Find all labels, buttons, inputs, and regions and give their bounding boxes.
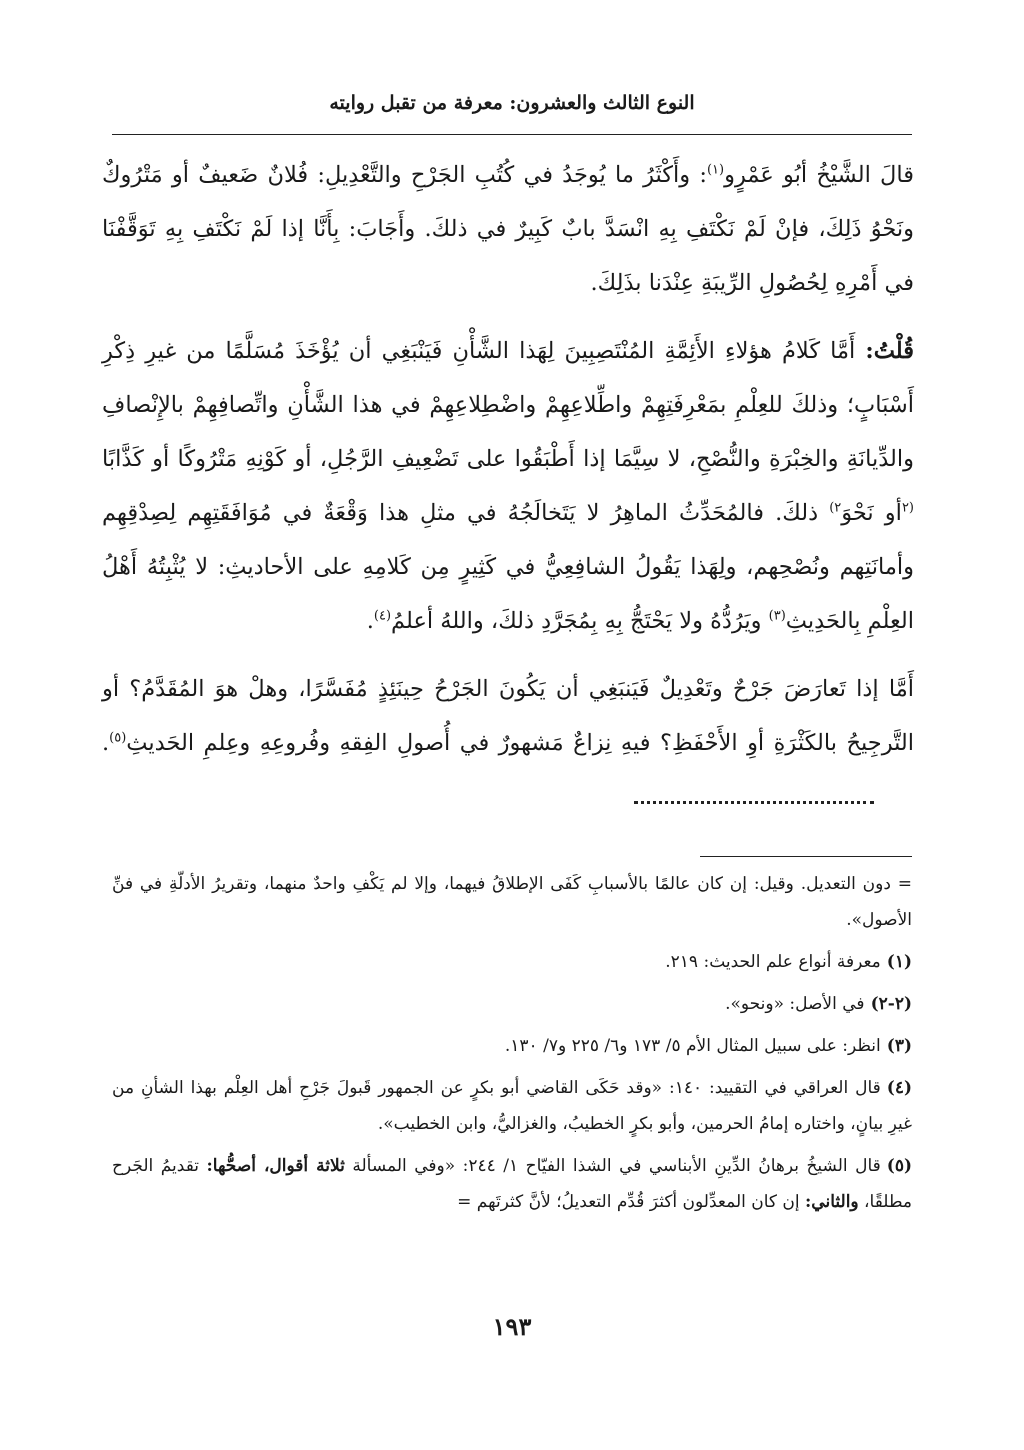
paragraph-1 [102,148,914,310]
paragraph-1-text-a: قالَ الشَّيْخُ أبُو عَمْرٍو [724,162,915,188]
footnote-5-text-c: إن كان المعدِّلون أكثرَ قُدِّم التعديلُ؛ لأنَّ كثرتَهم = [457,1192,806,1212]
footnote-4-number: (٤) [886,1078,912,1098]
paragraph-3-text-a: أَمَّا إذا تَعارَضَ جَرْحٌ وتَعْدِيلٌ فَيَنبَغِي أن يَكُونَ الجَرْحُ حِينَئِذٍ مُفَسَّرًا، وهلْ هوَ المُقَدَّمُ؟ أو التَّرجِيحُ بالكَثْرَةِ أوِ الأَحْفَظِ؟ فيهِ نِزاعٌ مَشهورٌ في أُصولِ الفِقهِ وفُروعِهِ وعِلمِ الحَديثِ [102,676,914,756]
footnote-1-number: (١) [886,952,912,972]
page-number: ١٩٣ [492,1312,532,1341]
footnote-5-bold-2: والثاني: [805,1192,859,1212]
paragraph-2-text-e: . [366,608,374,634]
footnote-5-number: (٥) [886,1156,912,1176]
footnote-5-text-b: تقديمُ الجَرح مطلقًا، [112,1156,912,1212]
footnote-2-number: (٢-٢) [870,994,912,1014]
footnote-5-text-a: قال الشيخُ برهانُ الدِّينِ الأبناسي في الشذا الفيّاح ١/ ٢٤٤: «وفي المسألة [344,1156,881,1176]
footnote-5 [112,1148,912,1220]
footnote-continuation: = دون التعديل. وقيل: إن كان عالمًا بالأسبابِ كَفَى الإطلاقُ فيهما، وإلا لم يَكْفِ واحدٌ منهما، وتقريرُ الأدلّةِ في فنِّ الأصول». [112,874,912,930]
running-header: النوع الثالث والعشرون: معرفة من تقبل روايته [329,92,695,114]
footnote-1 [112,944,912,980]
main-text [102,148,914,846]
paragraph-2-text-c: ذلكَ. فالمُحَدِّثُ الماهِرُ لا يَتَخالَجُهُ في مثلِ هذا وَقْعَةٌ في مُوَافَقَتِهِم لِصِدْقِهِم وأمانَتِهم ونُصْحِهم، ولِهَذا يَقُولُ الشافِعِيُّ في كَثِيرٍ مِن كَلامِهِ على الأحاديثِ: لا يُثْبِتُهُ أَهْلُ العِلْمِ بِالحَدِيثِ [102,500,914,634]
footnote-ref-4[interactable]: (٤) [373,608,392,624]
paragraph-2-text-d: ويَرُدُّهُ ولا يَحْتَجُّ بِهِ بِمُجَرَّدِ ذلكَ، واللهُ أعلمُ [391,608,769,634]
paragraph-3 [102,662,914,824]
footnote-2 [112,986,912,1022]
footnote-3-text: انظر: على سبيل المثال الأم ٥/ ١٧٣ و٦/ ٢٢٥ و٧/ ١٣٠. [504,1036,881,1056]
footnote-ref-2-start[interactable]: (٢ [901,500,914,516]
footnote-ref-1[interactable]: (١) [706,162,725,178]
paragraph-2-text-b: أو نَحْوَ [841,500,902,526]
footnote-3-number: (٣) [886,1036,912,1056]
footnote-2-text: في الأصل: «ونحو». [725,994,865,1014]
footnote-divider [700,856,912,857]
footnote-ref-2-end[interactable]: ٢) [829,500,842,516]
footnotes [112,866,912,1226]
footnote-3 [112,1028,912,1064]
footnote-1-text: معرفة أنواع علم الحديث: ٢١٩. [665,952,881,972]
paragraph-2-text-a: أَمَّا كَلامُ هؤلاءِ الأَئِمَّةِ المُنْتَصِبِينَ لِهَذا الشَّأْنِ فَيَنْبَغِي أن يُؤْخَذَ مُسَلَّمًا من غيرِ ذِكْرِ أَسْبَابٍ؛ وذلكَ للعِلْمِ بمَعْرِفَتِهِمْ واطِّلاعِهِمْ واضْطِلاعِهِمْ في هذا الشَّأْنِ واتِّصافِهِمْ بالإِنْصافِ والدِّيانَةِ والخِبْرَةِ والنُّصْحِ، لا سِيَّمَا إذا أَطْبَقُوا على تَضْعِيفِ الرَّجُلِ، أو كَوْنِهِ مَتْرُوكًا أو كَذَّابًا [102,338,914,472]
footnote-ref-3[interactable]: (٣) [768,608,786,624]
paragraph-2 [102,324,914,648]
header-divider [112,134,912,135]
qultu-lead: قُلْتُ: [865,338,914,364]
footnote-5-bold-1: ثلاثة أقوال، أصحُّها: [206,1156,345,1176]
paragraph-3-text-b: . [102,730,110,756]
dotted-leader [634,793,874,804]
footnote-4 [112,1070,912,1142]
footnote-4-text: قال العراقي في التقييد: ١٤٠: «وقد حَكَى القاضي أبو بكرٍ عن الجمهور قَبولَ جَرْحِ أهل العِلْم بهذا الشأنِ من غيرِ بيانٍ، واختاره إمامُ الحرمين، وأبو بكرٍ الخطيبُ، والغزاليُّ، وابن الخطيب». [112,1078,912,1134]
paragraph-1-text-b: : وأَكْثَرُ ما يُوجَدُ في كُتُبِ الجَرْحِ والتَّعْدِيلِ: فُلانٌ ضَعيفٌ أو مَتْرُوكٌ ونَحْوُ ذَلِكَ، فإنْ لَمْ نَكْتَفِ بِهِ انْسَدَّ بابٌ كَبِيرٌ في ذلكَ. وأَجَابَ: بِأَنَّا إذا لَمْ نَكْتَفِ بِهِ تَوَقَّفْنَا في أَمْرِهِ لِحُصُولِ الرِّيبَةِ عِنْدَنا بذَلِكَ. [102,162,914,296]
footnote-ref-5[interactable]: (٥) [109,730,127,746]
